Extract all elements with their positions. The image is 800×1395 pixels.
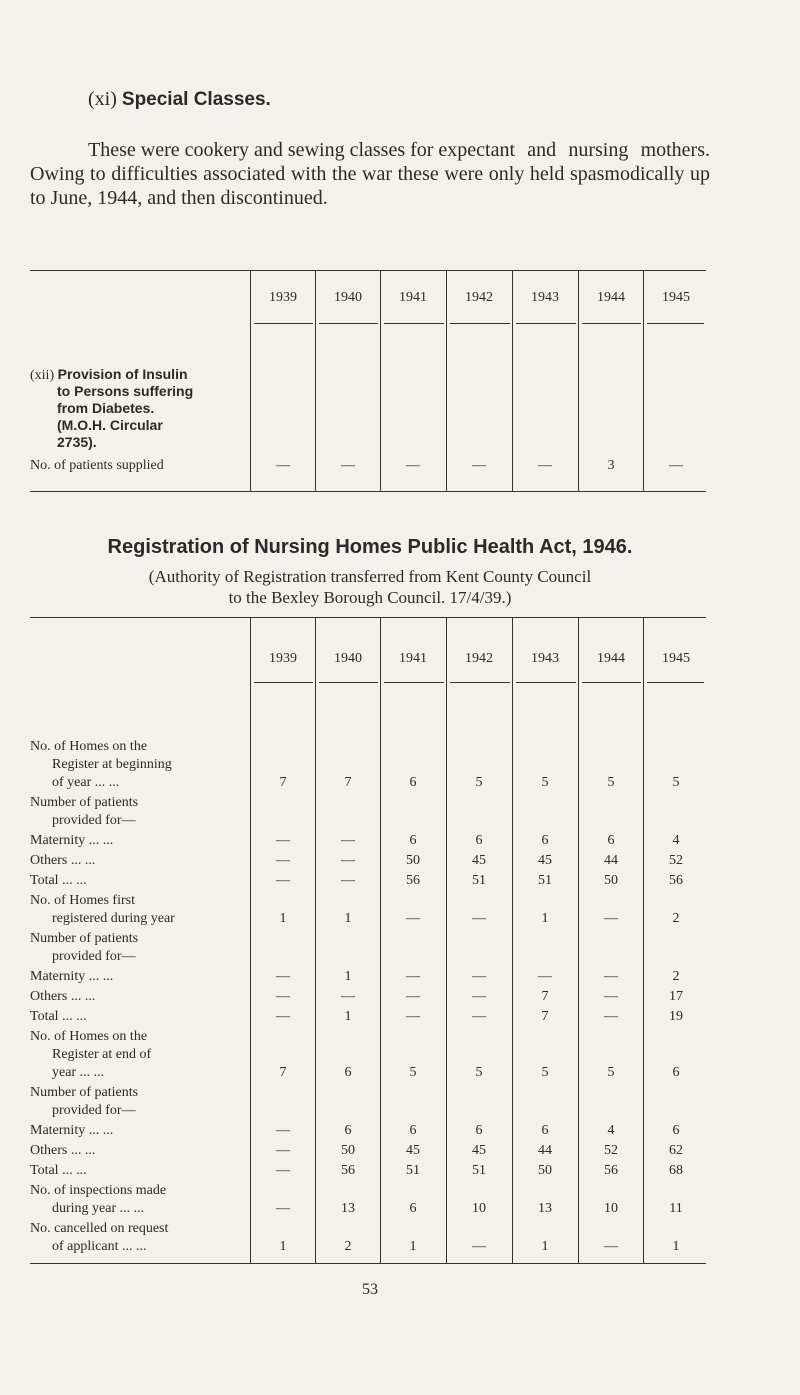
registration-value-cell: — [604,989,618,1004]
registration-row-label: Number of patients [30,795,139,810]
registration-value-cell: — [276,873,290,888]
insulin-value-cell: — [538,458,552,473]
insulin-heading-title: Provision of Insulin [57,366,188,382]
insulin-year-header: 1939 [269,290,297,305]
insulin-year-header: 1941 [399,290,427,305]
insulin-header-underline [450,323,510,324]
registration-value-cell: — [276,1143,290,1158]
registration-value-cell: 7 [279,775,287,790]
insulin-heading-line: 2735). [57,434,97,450]
page-number: 53 [362,1281,378,1298]
registration-row-label: Total ... ... [30,1163,87,1178]
registration-header-underline [647,682,704,683]
registration-value-cell: 5 [409,1065,417,1080]
registration-row-label: No. of Homes on the [30,1029,148,1044]
registration-value-cell: 7 [541,1009,549,1024]
registration-header-underline [582,682,641,683]
registration-value-cell: 1 [344,1009,352,1024]
insulin-value-cell: — [406,458,420,473]
registration-value-cell: 13 [538,1201,552,1216]
registration-year-header: 1939 [269,651,297,666]
insulin-heading-line: to Persons suffering [57,383,194,399]
registration-title: Registration of Nursing Homes Public Health Act, 1946. [107,536,633,558]
registration-value-cell: — [472,1239,486,1254]
registration-value-cell: 68 [669,1163,683,1178]
paragraph-first-line: These were cookery and sewing classes for expectant [88,139,516,161]
registration-value-cell: — [604,911,618,926]
paragraph-rest: and nursing mothers. Owing to difficulties associated with the war these were only held spasmodically up to June, 1944, and then discontinued. [30,139,711,209]
registration-value-cell: — [406,911,420,926]
registration-header-underline [516,682,576,683]
registration-value-cell: 6 [475,1123,483,1138]
insulin-year-header: 1945 [662,290,690,305]
registration-value-cell: — [604,1239,618,1254]
registration-value-cell: — [276,969,290,984]
registration-year-header: 1943 [531,651,559,666]
registration-value-cell: — [341,853,355,868]
registration-value-cell: 50 [341,1143,355,1158]
registration-subtitle [30,566,710,608]
insulin-year-header: 1940 [334,290,362,305]
registration-value-cell: — [604,1009,618,1024]
registration-row-label: Number of patients [30,1085,139,1100]
registration-value-cell: 6 [409,1201,417,1216]
registration-value-cell: 6 [672,1065,680,1080]
registration-value-cell: 11 [669,1201,683,1216]
registration-value-cell: 51 [538,873,552,888]
registration-value-cell: — [276,1201,290,1216]
registration-value-cell: 10 [472,1201,486,1216]
registration-row-label: Maternity ... ... [30,969,114,984]
registration-value-cell: — [472,969,486,984]
registration-value-cell: — [604,969,618,984]
insulin-header-underline [384,323,444,324]
registration-value-cell: 6 [541,1123,549,1138]
registration-value-cell: 51 [472,1163,486,1178]
registration-row-label: No. of Homes on the [30,739,148,754]
registration-value-cell: 2 [344,1239,352,1254]
registration-value-cell: 7 [344,775,352,790]
registration-value-cell: 1 [409,1239,417,1254]
registration-row-label: provided for— [52,813,136,828]
insulin-heading-line: from Diabetes. [57,400,155,416]
registration-value-cell: 6 [672,1123,680,1138]
insulin-year-header: 1943 [531,290,559,305]
registration-value-cell: 45 [472,1143,486,1158]
registration-value-cell: 50 [406,853,420,868]
section-title: Special Classes. [121,89,271,110]
registration-row-label: registered during year [52,911,175,926]
registration-value-cell: — [472,1009,486,1024]
registration-header-underline [384,682,444,683]
registration-value-cell: 50 [538,1163,552,1178]
registration-value-cell: 5 [607,775,615,790]
registration-value-cell: — [276,833,290,848]
registration-row-label: Register at end of [52,1047,152,1062]
insulin-heading-line: (xii) Provision of Insulin [30,366,188,383]
registration-value-cell: 6 [409,833,417,848]
registration-value-cell: 17 [669,989,683,1004]
registration-value-cell: 1 [344,969,352,984]
registration-value-cell: 56 [406,873,420,888]
registration-value-cell: 2 [672,911,680,926]
insulin-top-rule [30,270,706,271]
registration-year-header: 1945 [662,651,690,666]
insulin-year-header: 1942 [465,290,493,305]
registration-row-label: Maternity ... ... [30,833,114,848]
registration-year-header: 1940 [334,651,362,666]
registration-year-header: 1944 [597,651,625,666]
registration-value-cell: 2 [672,969,680,984]
registration-value-cell: 7 [279,1065,287,1080]
registration-row-label: Total ... ... [30,873,87,888]
registration-value-cell: 1 [672,1239,680,1254]
registration-value-cell: — [472,989,486,1004]
section-number: (xi) [88,88,117,110]
registration-value-cell: — [276,1009,290,1024]
registration-value-cell: 5 [541,1065,549,1080]
insulin-year-header: 1944 [597,290,625,305]
registration-row-label: Others ... ... [30,989,96,1004]
registration-value-cell: 6 [344,1123,352,1138]
registration-bottom-rule [30,1263,706,1264]
registration-value-cell: 1 [541,1239,549,1254]
registration-value-cell: — [406,989,420,1004]
registration-value-cell: — [276,989,290,1004]
registration-row-label: provided for— [52,949,136,964]
registration-value-cell: 1 [279,911,287,926]
registration-row-label: Others ... ... [30,1143,96,1158]
registration-row-label: provided for— [52,1103,136,1118]
registration-value-cell: — [538,969,552,984]
insulin-header-underline [516,323,576,324]
registration-header-underline [319,682,378,683]
registration-value-cell: 10 [604,1201,618,1216]
registration-value-cell: 45 [472,853,486,868]
registration-row-label: Register at beginning [52,757,172,772]
registration-value-cell: — [406,1009,420,1024]
registration-value-cell: — [276,1123,290,1138]
registration-value-cell: 51 [472,873,486,888]
registration-value-cell: 44 [538,1143,552,1158]
insulin-header-underline [647,323,704,324]
registration-value-cell: — [276,1163,290,1178]
special-classes-paragraph [30,138,710,210]
insulin-bottom-rule [30,491,706,492]
registration-value-cell: 6 [409,1123,417,1138]
registration-top-rule [30,617,706,618]
insulin-value-cell: 3 [607,458,615,473]
registration-value-cell: 1 [279,1239,287,1254]
registration-value-cell: 56 [604,1163,618,1178]
registration-value-cell: 1 [344,911,352,926]
registration-value-cell: 19 [669,1009,683,1024]
insulin-value-cell: — [472,458,486,473]
registration-value-cell: 5 [475,1065,483,1080]
registration-row-label: No. cancelled on request [30,1221,169,1236]
special-classes-heading [88,88,271,111]
registration-value-cell: 13 [341,1201,355,1216]
registration-value-cell: 5 [541,775,549,790]
registration-row-label: No. of Homes first [30,893,135,908]
registration-value-cell: 5 [672,775,680,790]
registration-value-cell: 6 [475,833,483,848]
registration-row-label: Maternity ... ... [30,1123,114,1138]
registration-value-cell: — [472,911,486,926]
registration-subtitle-line1: (Authority of Registration transferred from Kent County Council [148,567,592,586]
registration-row-label: Total ... ... [30,1009,87,1024]
registration-header-underline [254,682,313,683]
registration-value-cell: 4 [607,1123,615,1138]
registration-row-label: Number of patients [30,931,139,946]
registration-row-label: No. of inspections made [30,1183,167,1198]
registration-value-cell: 52 [604,1143,618,1158]
insulin-value-cell: — [669,458,683,473]
registration-value-cell: — [341,833,355,848]
insulin-header-underline [319,323,378,324]
registration-row-label: during year ... ... [52,1201,145,1216]
insulin-row-label: No. of patients supplied [30,458,164,473]
insulin-heading-line: (M.O.H. Circular [57,417,163,433]
registration-row-label: of applicant ... ... [52,1239,147,1254]
registration-value-cell: 51 [406,1163,420,1178]
registration-value-cell: 56 [341,1163,355,1178]
insulin-value-cell: — [341,458,355,473]
registration-subtitle-line2: to the Bexley Borough Council. 17/4/39.) [228,588,512,607]
registration-row-label: year ... ... [52,1065,105,1080]
registration-value-cell: 1 [541,911,549,926]
registration-value-cell: 62 [669,1143,683,1158]
registration-row-label: of year ... ... [52,775,120,790]
registration-value-cell: — [341,873,355,888]
registration-value-cell: 45 [406,1143,420,1158]
registration-value-cell: 5 [607,1065,615,1080]
registration-value-cell: — [341,989,355,1004]
registration-value-cell: 5 [475,775,483,790]
insulin-header-underline [582,323,641,324]
registration-value-cell: 45 [538,853,552,868]
registration-year-header: 1941 [399,651,427,666]
registration-year-header: 1942 [465,651,493,666]
insulin-value-cell: — [276,458,290,473]
insulin-header-underline [254,323,313,324]
registration-row-label: Others ... ... [30,853,96,868]
registration-header-underline [450,682,510,683]
registration-value-cell: 6 [409,775,417,790]
registration-value-cell: — [406,969,420,984]
registration-value-cell: 44 [604,853,618,868]
registration-value-cell: 4 [672,833,680,848]
registration-value-cell: 52 [669,853,683,868]
registration-value-cell: 6 [344,1065,352,1080]
registration-value-cell: 6 [607,833,615,848]
registration-value-cell: 50 [604,873,618,888]
registration-value-cell: 56 [669,873,683,888]
registration-value-cell: 7 [541,989,549,1004]
registration-value-cell: 6 [541,833,549,848]
registration-value-cell: — [276,853,290,868]
